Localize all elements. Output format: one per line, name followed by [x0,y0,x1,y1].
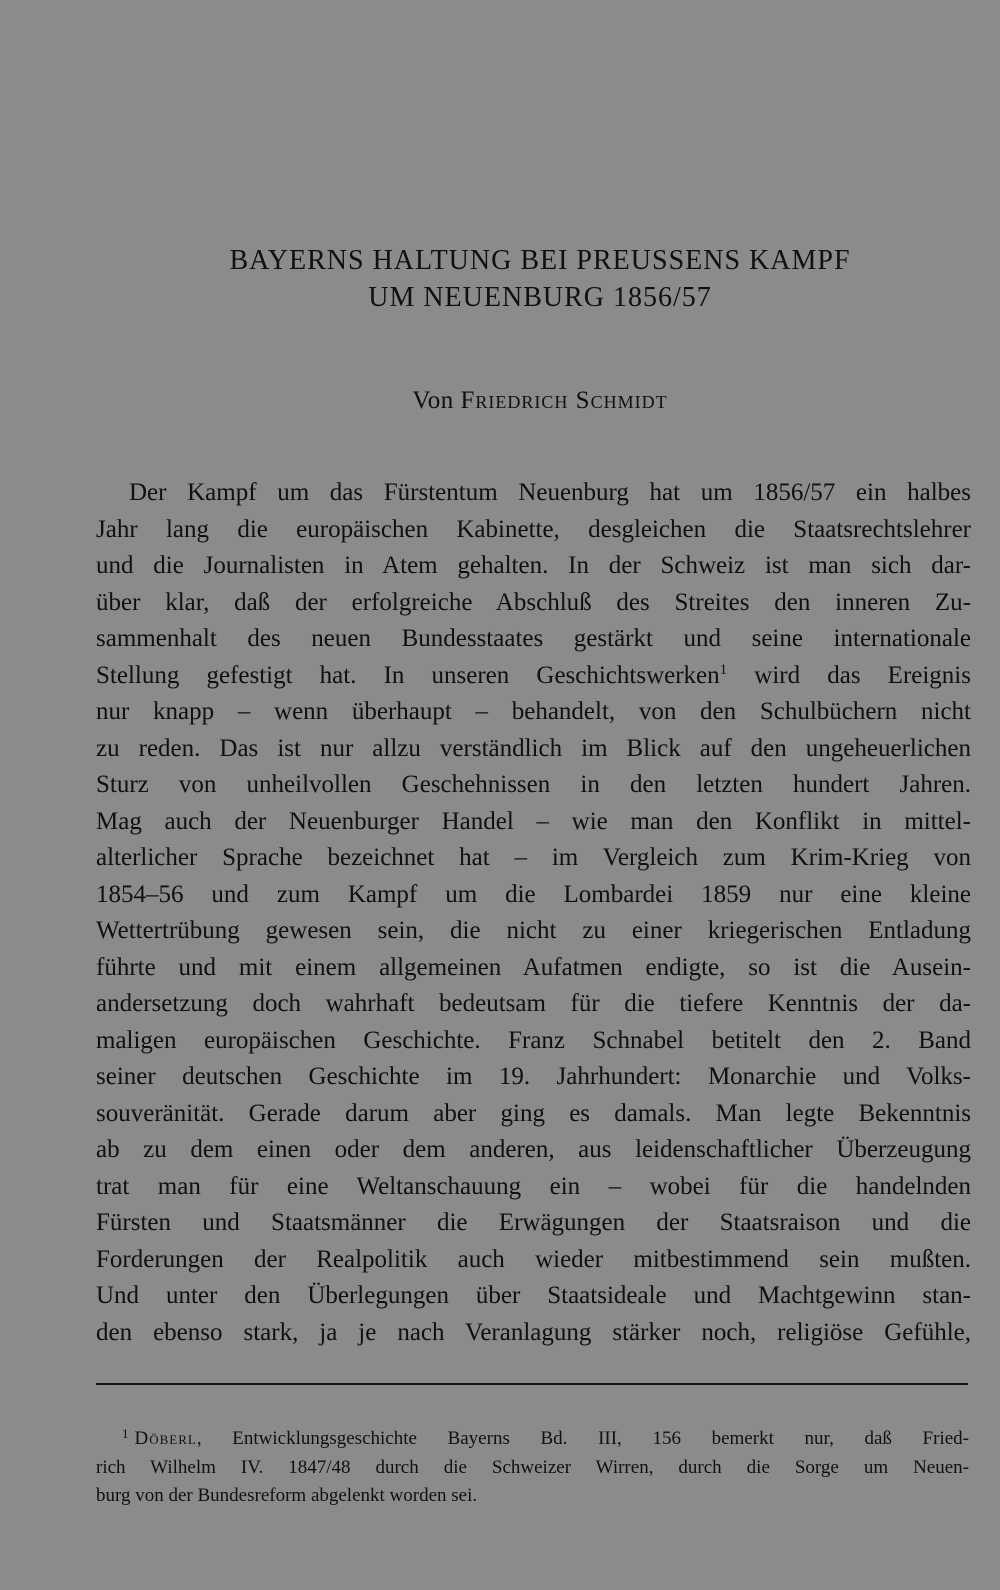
footnote-line: burg von der Bundesreform abgelenkt worden sei. [96,1485,478,1506]
body-line: den ebenso stark, ja je nach Veranlagung stärker noch, religiöse Gefühle, [96,1318,971,1346]
body-line: ab zu dem einen oder dem anderen, aus leidenschaftlicher Überzeugung [96,1136,971,1163]
body-paragraph [96,475,971,1351]
body-line: Der Kampf um das Fürstentum Neuenburg hat um 1856/57 ein halbes [129,479,971,506]
body-line: 1854–56 und zum Kampf um die Lombardei 1859 nur eine kleine [96,880,971,908]
footnote [96,1425,969,1511]
author-name: Friedrich Schmidt [460,387,668,414]
body-line: zu reden. Das ist nur allzu verständlich im Blick auf den ungeheuerlichen [96,734,971,762]
body-line: nur knapp – wenn überhaupt – behandelt, von den Schulbüchern nicht [96,698,971,725]
body-line: Mag auch der Neuenburger Handel – wie man den Konflikt in mittel- [96,807,971,835]
footnote-line [96,1425,969,1454]
author-byline [250,386,830,416]
footnote-divider [96,1383,968,1385]
body-line: Forderungen der Realpolitik auch wieder mitbestimmend sein mußten. [96,1245,971,1273]
footnote-marker: 1 [122,1426,129,1441]
body-line: Und unter den Überlegungen über Staatsideale und Machtgewinn stan- [96,1282,971,1309]
footnote-author: Döberl [134,1428,197,1449]
body-line: maligen europäischen Geschichte. Franz Schnabel betitelt den 2. Band [96,1026,971,1054]
author-prefix: Von [412,387,454,414]
article-title-line-2: UM NEUENBURG 1856/57 [368,282,712,313]
body-line: Sturz von unheilvollen Geschehnissen in den letzten hundert Jahren. [96,771,971,798]
body-line: führte und mit einem allgemeinen Aufatmen endigte, so ist die Ausein- [96,953,971,981]
body-line-text: wird das Ereignis [727,661,971,689]
footnote-line: rich Wilhelm IV. 1847/48 durch die Schweizer Wirren, durch die Sorge um Neuen- [96,1456,969,1478]
body-line: souveränität. Gerade darum aber ging es damals. Man legte Bekenntnis [96,1099,971,1127]
body-line-with-note [96,658,971,695]
body-line: Wettertrübung gewesen sein, die nicht zu einer kriegerischen Entladung [96,917,971,944]
body-line: und die Journalisten in Atem gehalten. In der Schweiz ist man sich dar- [96,552,971,579]
article-title-line-1: BAYERNS HALTUNG BEI PREUSSENS KAMPF [229,245,851,276]
body-line: sammenhalt des neuen Bundesstaates gestärkt und seine internationale [96,625,971,652]
body-line: Jahr lang die europäischen Kabinette, desgleichen die Staatsrechtslehrer [96,515,971,543]
footnote-text: , Entwicklungsgeschichte Bayerns Bd. III, 156 bemerkt nur, daß Fried- [196,1428,969,1449]
footnote-reference: 1 [719,661,728,678]
body-line: trat man für eine Weltanschauung ein – wobei für die handelnden [96,1172,971,1200]
body-line: alterlicher Sprache bezeichnet hat – im Vergleich zum Krim-Krieg von [96,844,971,871]
body-line-text: Stellung gefestigt hat. In unseren Geschichtswerken [96,661,720,689]
body-line: Fürsten und Staatsmänner die Erwägungen der Staatsraison und die [96,1209,971,1236]
body-line: seiner deutschen Geschichte im 19. Jahrhundert: Monarchie und Volks- [96,1063,971,1090]
body-line: andersetzung doch wahrhaft bedeutsam für die tiefere Kenntnis der da- [96,990,971,1017]
body-line: über klar, daß der erfolgreiche Abschluß des Streites den inneren Zu- [96,588,971,616]
